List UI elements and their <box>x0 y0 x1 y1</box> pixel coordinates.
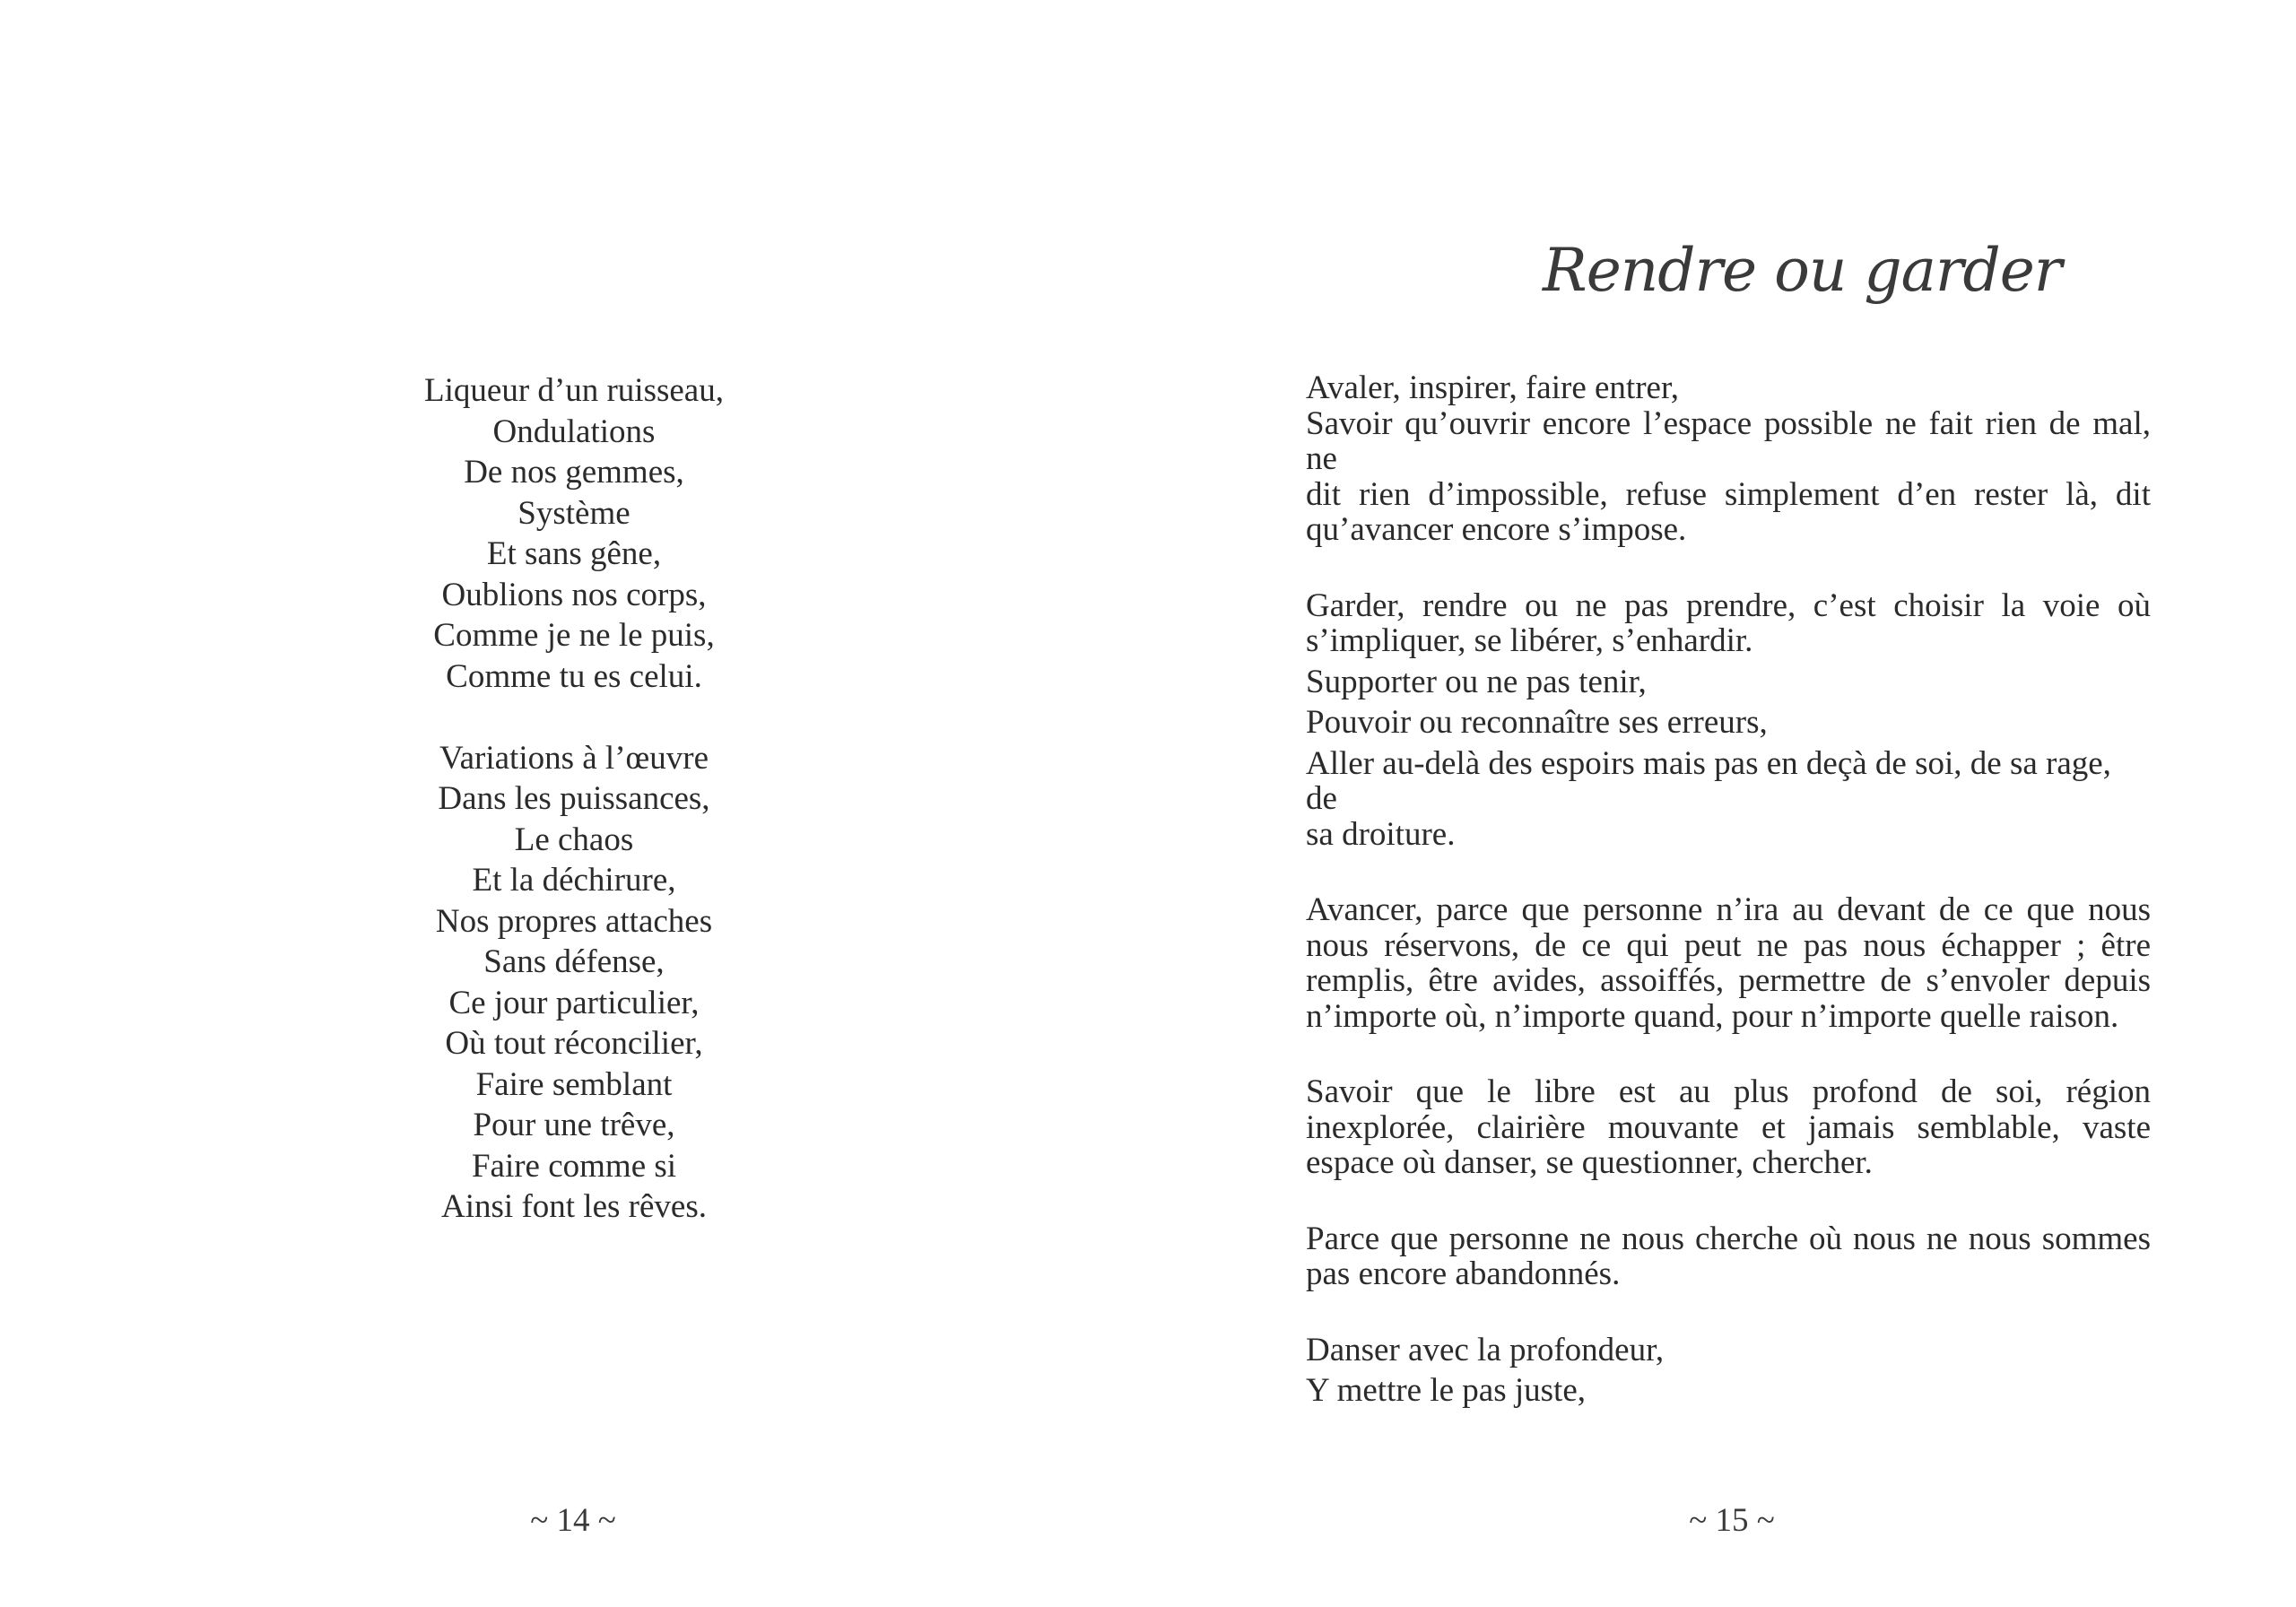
text-line: Pouvoir ou reconnaître ses erreurs, <box>1306 704 1768 741</box>
poem-line: Dans les puissances, <box>438 780 710 817</box>
paragraph <box>1306 1221 2151 1292</box>
paragraph <box>1306 1074 2151 1181</box>
text-line: Savoir que le libre est au plus profond de soi, région <box>1306 1073 2151 1110</box>
poem-line: Pour une trêve, <box>473 1107 675 1143</box>
page-number-right: ~ 15 ~ <box>1689 1502 1775 1539</box>
poem-line: Faire semblant <box>475 1065 673 1103</box>
poem-line: Nos propres attaches <box>435 902 713 940</box>
poem-line: Oublions nos corps, <box>441 576 707 613</box>
paragraph <box>1306 588 2151 853</box>
text-line: Y mettre le pas juste, <box>1306 1372 1587 1409</box>
text-line: Avancer, parce que personne n’ira au devant de ce que nous <box>1306 891 2151 928</box>
poem-line: Ainsi font les rêves. <box>441 1188 707 1225</box>
poem-line: Où tout réconcilier, <box>445 1025 703 1062</box>
poem-line: Le chaos <box>514 821 634 858</box>
text-line: Danser avec la profondeur, <box>1306 1331 1665 1368</box>
text-line: sa droiture. <box>1306 815 1456 853</box>
prose-text <box>1306 370 2151 1449</box>
poem-line: Et la déchirure, <box>472 862 676 899</box>
text-line: qu’avancer encore s’impose. <box>1306 511 1687 548</box>
poem-line: Comme tu es celui. <box>446 657 702 695</box>
text-line: Avaler, inspirer, faire entrer, <box>1306 369 1680 406</box>
page-number-left: ~ 14 ~ <box>530 1502 616 1539</box>
text-line: Parce que personne ne nous cherche où nous ne nous sommes <box>1306 1220 2151 1257</box>
text-line: espace où danser, se questionner, chercher. <box>1306 1144 1873 1181</box>
poem-line: Et sans gêne, <box>486 535 662 572</box>
text-line: dit rien d’impossible, refuse simplement d’en rester là, dit <box>1306 475 2151 513</box>
text-line: remplis, être avides, assoiffés, permettre de s’envoler depuis <box>1306 962 2151 999</box>
text-line: Supporter ou ne pas tenir, <box>1306 663 1647 700</box>
poem-line: Ce jour particulier, <box>448 984 700 1021</box>
paragraph <box>1306 1333 2151 1409</box>
poem-line: De nos gemmes, <box>464 454 684 491</box>
poem <box>359 370 789 1228</box>
poem-line: Système <box>517 494 631 532</box>
text-line: n’importe où, n’importe quand, pour n’importe quelle raison. <box>1306 997 2119 1035</box>
text-line: pas encore abandonnés. <box>1306 1255 1621 1292</box>
paragraph <box>1306 892 2151 1034</box>
poem-line: Comme je ne le puis, <box>433 617 715 654</box>
text-line: inexplorée, clairière mouvante et jamais semblable, vaste <box>1306 1108 2151 1146</box>
poem-line: Sans défense, <box>483 943 665 980</box>
text-line: Aller au-delà des espoirs mais pas en deçà de soi, de sa rage, de <box>1306 744 2111 817</box>
text-line: Savoir qu’ouvrir encore l’espace possible ne fait rien de mal, ne <box>1306 404 2151 477</box>
text-line: Garder, rendre ou ne pas prendre, c’est choisir la voie où <box>1306 586 2151 624</box>
text-line: nous réservons, de ce qui peut ne pas nous échapper ; être <box>1306 926 2151 964</box>
poem-line: Ondulations <box>492 413 656 450</box>
poem-line: Variations à l’œuvre <box>439 739 709 777</box>
poem-line: Liqueur d’un ruisseau, <box>424 372 724 409</box>
poem-line: Faire comme si <box>471 1147 677 1185</box>
page-title: Rendre ou garder <box>1543 236 2062 305</box>
paragraph <box>1306 370 2151 548</box>
stanza-break <box>359 697 789 738</box>
text-line: s’impliquer, se libérer, s’enhardir. <box>1306 622 1753 659</box>
